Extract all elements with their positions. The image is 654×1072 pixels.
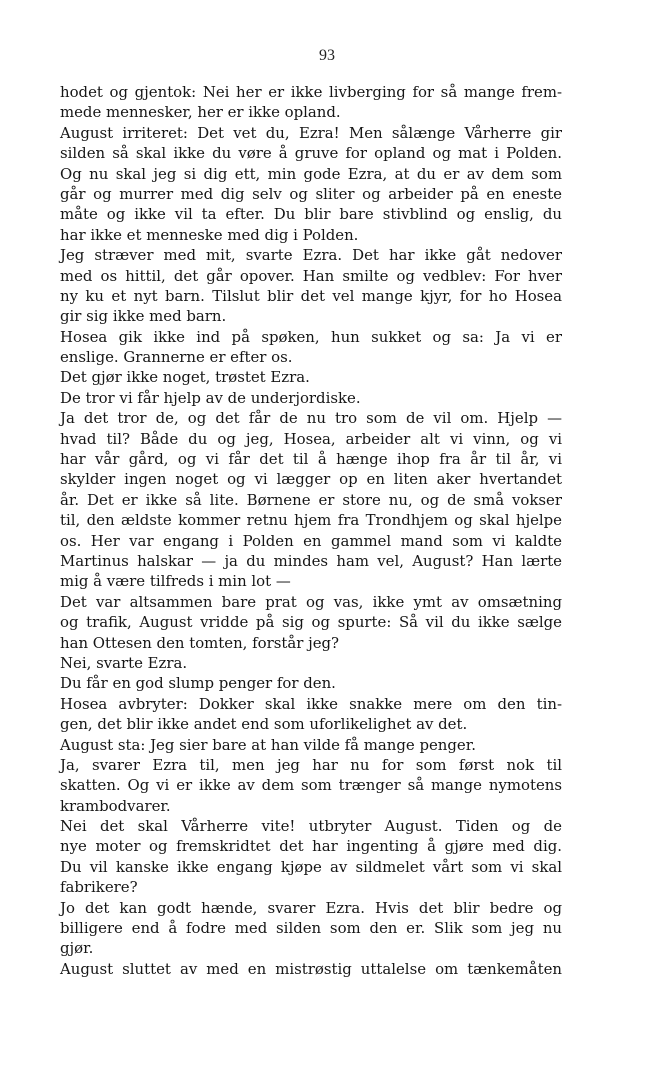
text-line: og trafik, August vridde på sig og spurte: Så vil du ikke sælge	[60, 613, 562, 632]
page-number: 93	[319, 47, 335, 64]
text-line: har ikke et menneske med dig i Polden.	[60, 225, 359, 244]
text-line: billigere end å fodre med silden som den er. Slik som jeg nu	[60, 919, 562, 938]
body-text	[60, 82, 562, 979]
text-line: nye moter og fremskridtet det har ingenting å gjøre med dig.	[60, 837, 562, 856]
text-line: Hosea avbryter: Dokker skal ikke snakke mere om den tin-	[60, 694, 562, 713]
text-line: August irriteret: Det vet du, Ezra! Men sålænge Vårherre gir	[60, 123, 562, 142]
text-line: August sluttet av med en mistrøstig uttalelse om tænkemåten	[60, 959, 562, 978]
text-line: år. Det er ikke så lite. Børnene er store nu, og de små vokser	[60, 490, 562, 509]
text-line: mig å være tilfreds i min lot —	[60, 572, 291, 591]
text-line: mede mennesker, her er ikke opland.	[60, 103, 341, 122]
text-line: går og murrer med dig selv og sliter og arbeider på en eneste	[60, 184, 562, 203]
text-line: med os hittil, det går opover. Han smilte og vedblev: For hver	[60, 266, 562, 285]
text-line: Jeg stræver med mit, svarte Ezra. Det har ikke gåt nedover	[60, 246, 562, 265]
text-line: Nei, svarte Ezra.	[60, 653, 188, 672]
text-line: gir sig ikke med barn.	[60, 307, 227, 326]
text-line: Ja, svarer Ezra til, men jeg har nu for som først nok til	[60, 755, 562, 774]
text-line: hvad til? Både du og jeg, Hosea, arbeider alt vi vinn, og vi	[60, 429, 562, 448]
text-line: silden så skal ikke du vøre å gruve for opland og mat i Polden.	[60, 144, 562, 163]
text-line: til, den ældste kommer retnu hjem fra Trondhjem og skal hjelpe	[60, 511, 562, 530]
text-line: Martinus halskar — ja du mindes ham vel, August? Han lærte	[60, 551, 562, 570]
text-line: krambodvarer.	[60, 796, 171, 815]
text-line: skatten. Og vi er ikke av dem som trænger så mange nymotens	[60, 776, 562, 795]
text-line: Nei det skal Vårherre vite! utbryter August. Tiden og de	[60, 817, 562, 836]
text-line: os. Her var engang i Polden en gammel mand som vi kaldte	[60, 531, 562, 550]
text-line: Hosea gik ikke ind på spøken, hun sukket og sa: Ja vi er	[60, 327, 562, 346]
text-line: har vår gård, og vi får det til å hænge ihop fra år til år, vi	[60, 450, 562, 469]
text-line: gjør.	[60, 939, 94, 958]
text-line: Du vil kanske ikke engang kjøpe av sildmelet vårt som vi skal	[60, 857, 562, 876]
text-line: fabrikere?	[60, 878, 138, 897]
text-line: Jo det kan godt hænde, svarer Ezra. Hvis det blir bedre og	[60, 898, 562, 917]
text-line: Ja det tror de, og det får de nu tro som de vil om. Hjelp —	[60, 409, 562, 428]
text-line: De tror vi får hjelp av de underjordiske.	[60, 388, 361, 407]
text-line: ny ku et nyt barn. Tilslut blir det vel mange kjyr, for ho Hosea	[60, 286, 562, 305]
text-line: han Ottesen den tomten, forstår jeg?	[60, 633, 340, 652]
text-line: Det gjør ikke noget, trøstet Ezra.	[60, 368, 310, 387]
text-line: hodet og gjentok: Nei her er ikke livberging for så mange frem-	[60, 83, 562, 101]
text-line: skylder ingen noget og vi lægger op en liten aker hvertandet	[60, 470, 562, 489]
text-line: Du får en god slump penger for den.	[60, 674, 336, 693]
text-line: Og nu skal jeg si dig ett, min gode Ezra, at du er av dem som	[60, 164, 562, 183]
text-line: måte og ikke vil ta efter. Du blir bare stivblind og enslig, du	[60, 205, 562, 224]
text-line: Det var altsammen bare prat og vas, ikke ymt av omsætning	[60, 592, 562, 611]
text-line: August sta: Jeg sier bare at han vilde få mange penger.	[60, 735, 476, 754]
text-line: enslige. Grannerne er efter os.	[60, 348, 293, 367]
text-line: gen, det blir ikke andet end som uforlikelighet av det.	[60, 715, 468, 734]
